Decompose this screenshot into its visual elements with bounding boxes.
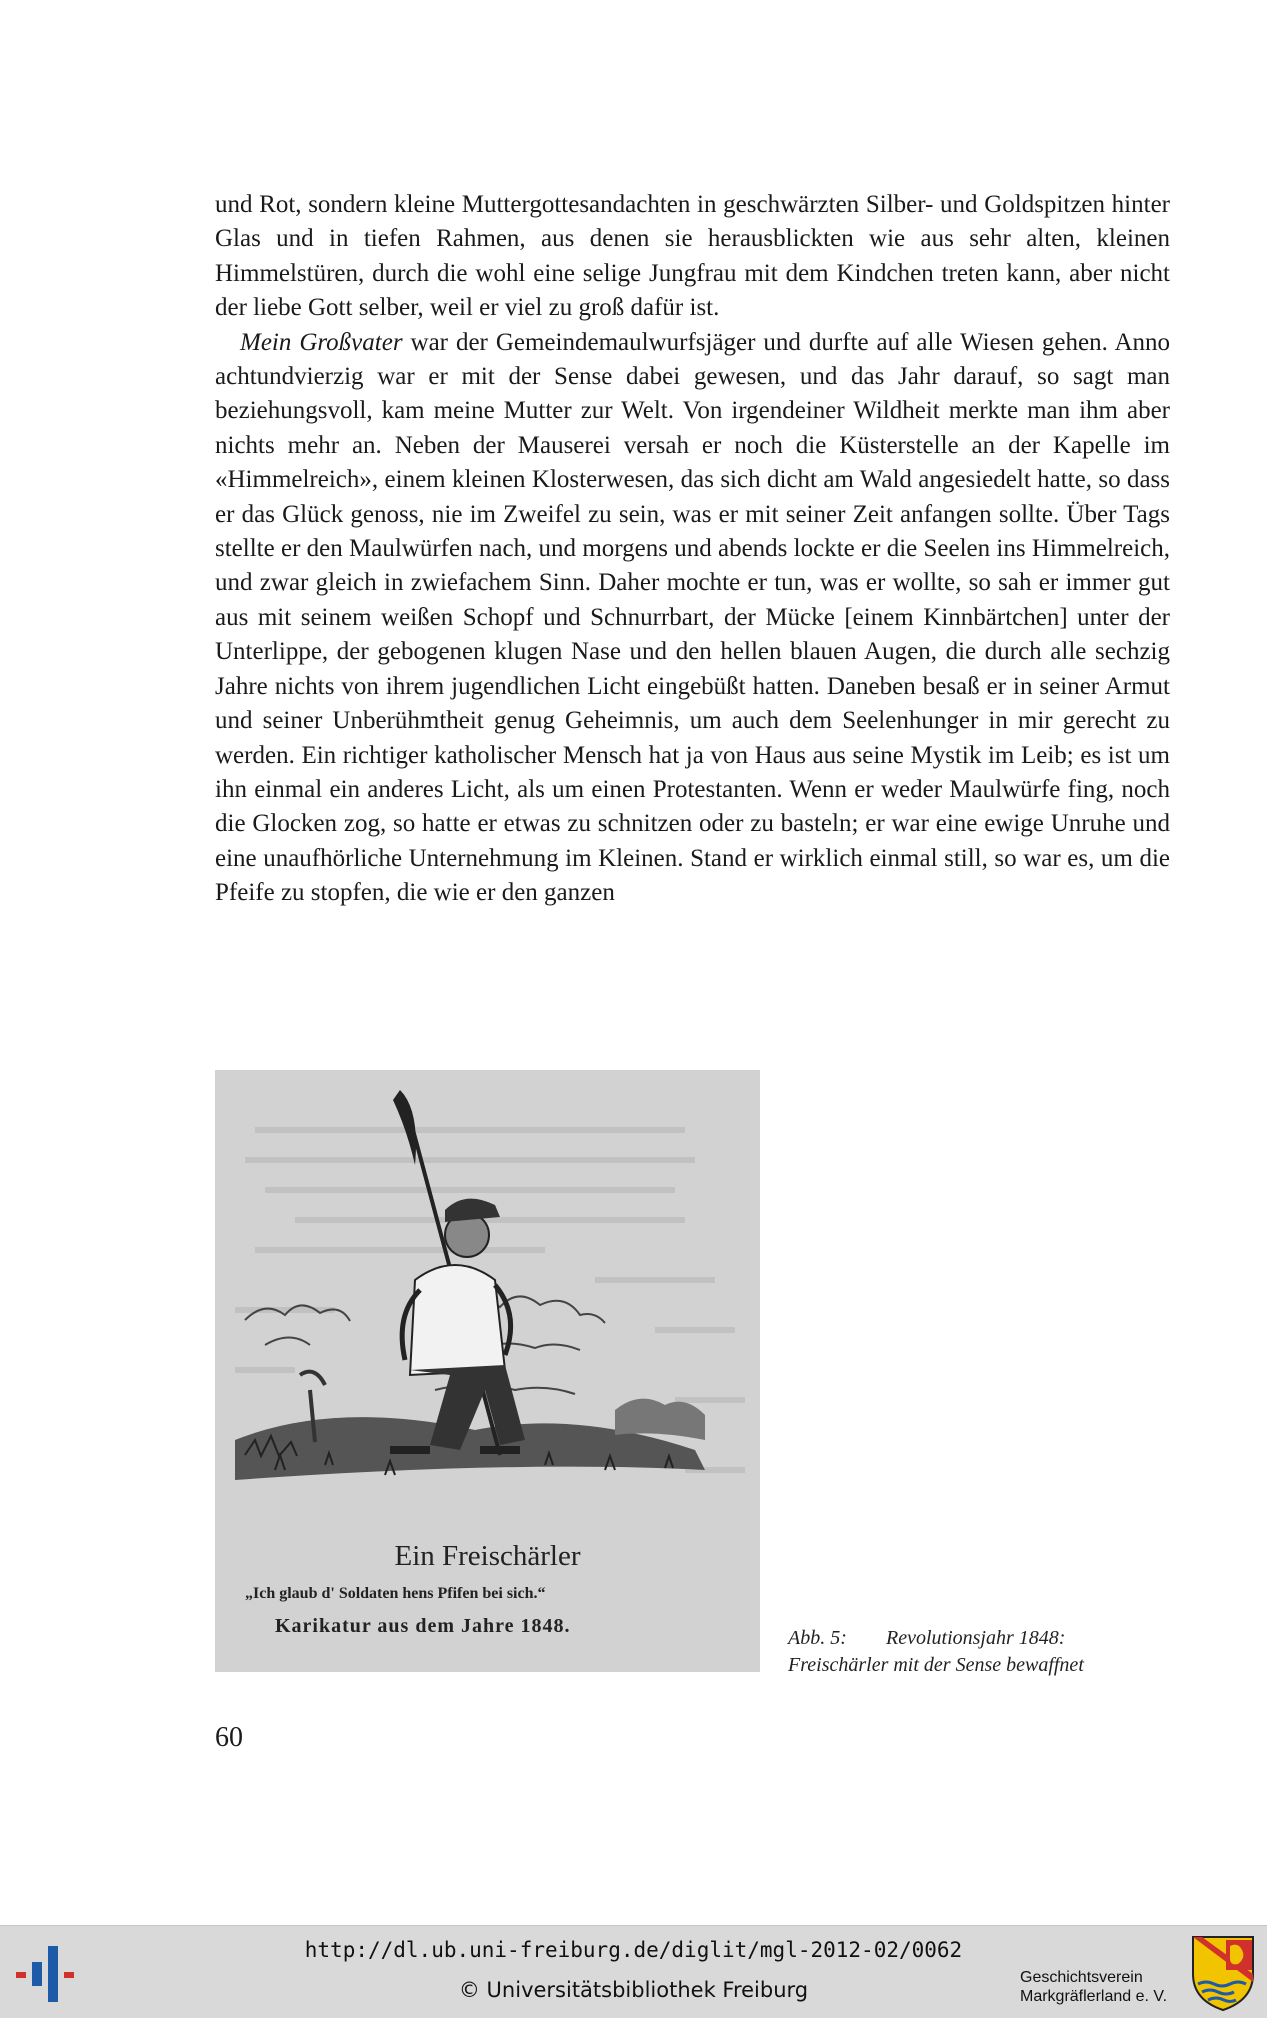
paragraph bbox=[215, 326, 1170, 911]
coat-of-arms-icon[interactable] bbox=[1190, 1934, 1256, 2012]
document-url-link[interactable]: http://dl.ub.uni-freiburg.de/diglit/mgl-2012-02/0062 bbox=[304, 1938, 963, 1962]
body-text bbox=[215, 188, 1170, 911]
illustration-freischaerler bbox=[215, 1070, 760, 1672]
society-name-line: Geschichtsverein bbox=[1020, 1969, 1143, 1986]
paragraph: und Rot, sondern kleine Muttergottesandachten in geschwärzten Silber- und Goldspitzen hinter Glas und in tiefen Rahmen, aus denen sie herausblickten wie aus sehr alten, kleinen Himmelstüren, durch die wohl eine selige Jungfrau mit dem Kindchen treten kann, aber nicht der liebe Gott selber, weil er viel zu groß dafür ist. bbox=[215, 191, 1170, 322]
society-name-line: Markgräflerland e. V. bbox=[1020, 1988, 1168, 2005]
footer-bar bbox=[0, 1925, 1267, 2018]
paragraph-text: war der Gemeindemaulwurfsjäger und durfte auf alle Wiesen gehen. Anno achtundvierzig war er mit der Sense dabei gewesen, und das Jahr darauf, so sagt man beziehungsvoll, kam meine Mutter zur Welt. Von irgendeiner Wildheit merkte man ihm aber nichts mehr an. Neben der Mauserei versah er noch die Küsterstelle an der Kapelle im «Himmelreich», einem kleinen Klosterwesen, das sich dicht am Wald angesiedelt hatte, so dass er das Glück genoss, nie im Zweifel zu sein, was er mit seiner Zeit anfangen sollte. Über Tags stellte er den Maulwürfen nach, und morgens und abends lockte er die Seelen ins Himmelreich, und zwar gleich in zwiefachem Sinn. Daher mochte er tun, was er wollte, so sah er immer gut aus mit seinem weißen Schopf und Schnurrbart, der Mücke [einem Kinnbärtchen] unter der Unterlippe, der gebogenen klugen Nase und den hellen blauen Augen, die durch alle sechzig Jahre nichts von ihrem jugendlichen Licht eingebüßt hatten. Daneben besaß er in seiner Armut und seiner Unberühmtheit genug Geheimnis, um auch dem Seelenhunger in mir gerecht zu werden. Ein richtiger katholischer Mensch hat ja von Haus aus seine Mystik im Leib; es ist um ihn einmal ein anderes Licht, als um einen Protestanten. Wenn er weder Maulwürfe fing, noch die Glocken zog, so hatte er etwas zu schnitzen oder zu basteln; er war eine ewige Unruhe und eine unaufhörliche Unternehmung im Kleinen. Stand er wirklich einmal still, so war es, um die Pfeife zu stopfen, die wie er den ganzen bbox=[215, 328, 1171, 907]
illustration-quote: „Ich glaub d' Soldaten hens Pfifen bei sich.“ bbox=[245, 1585, 546, 1602]
figure-caption bbox=[788, 1625, 1168, 1679]
page-number: 60 bbox=[215, 1722, 243, 1753]
caption-label: Abb. 5: bbox=[788, 1627, 847, 1649]
caricature-drawing bbox=[215, 1070, 760, 1672]
illustration-source: Karikatur aus dem Jahre 1848. bbox=[275, 1615, 571, 1637]
caption-text: Revolutionsjahr 1848: Freischärler mit der Sense bewaffnet bbox=[788, 1627, 1084, 1676]
emphasis-text: Mein Großvater bbox=[240, 328, 403, 356]
illustration-title: Ein Freischärler bbox=[394, 1540, 581, 1572]
society-name[interactable] bbox=[1020, 1968, 1190, 2006]
copyright-notice: © Universitätsbibliothek Freiburg bbox=[458, 1978, 809, 2002]
